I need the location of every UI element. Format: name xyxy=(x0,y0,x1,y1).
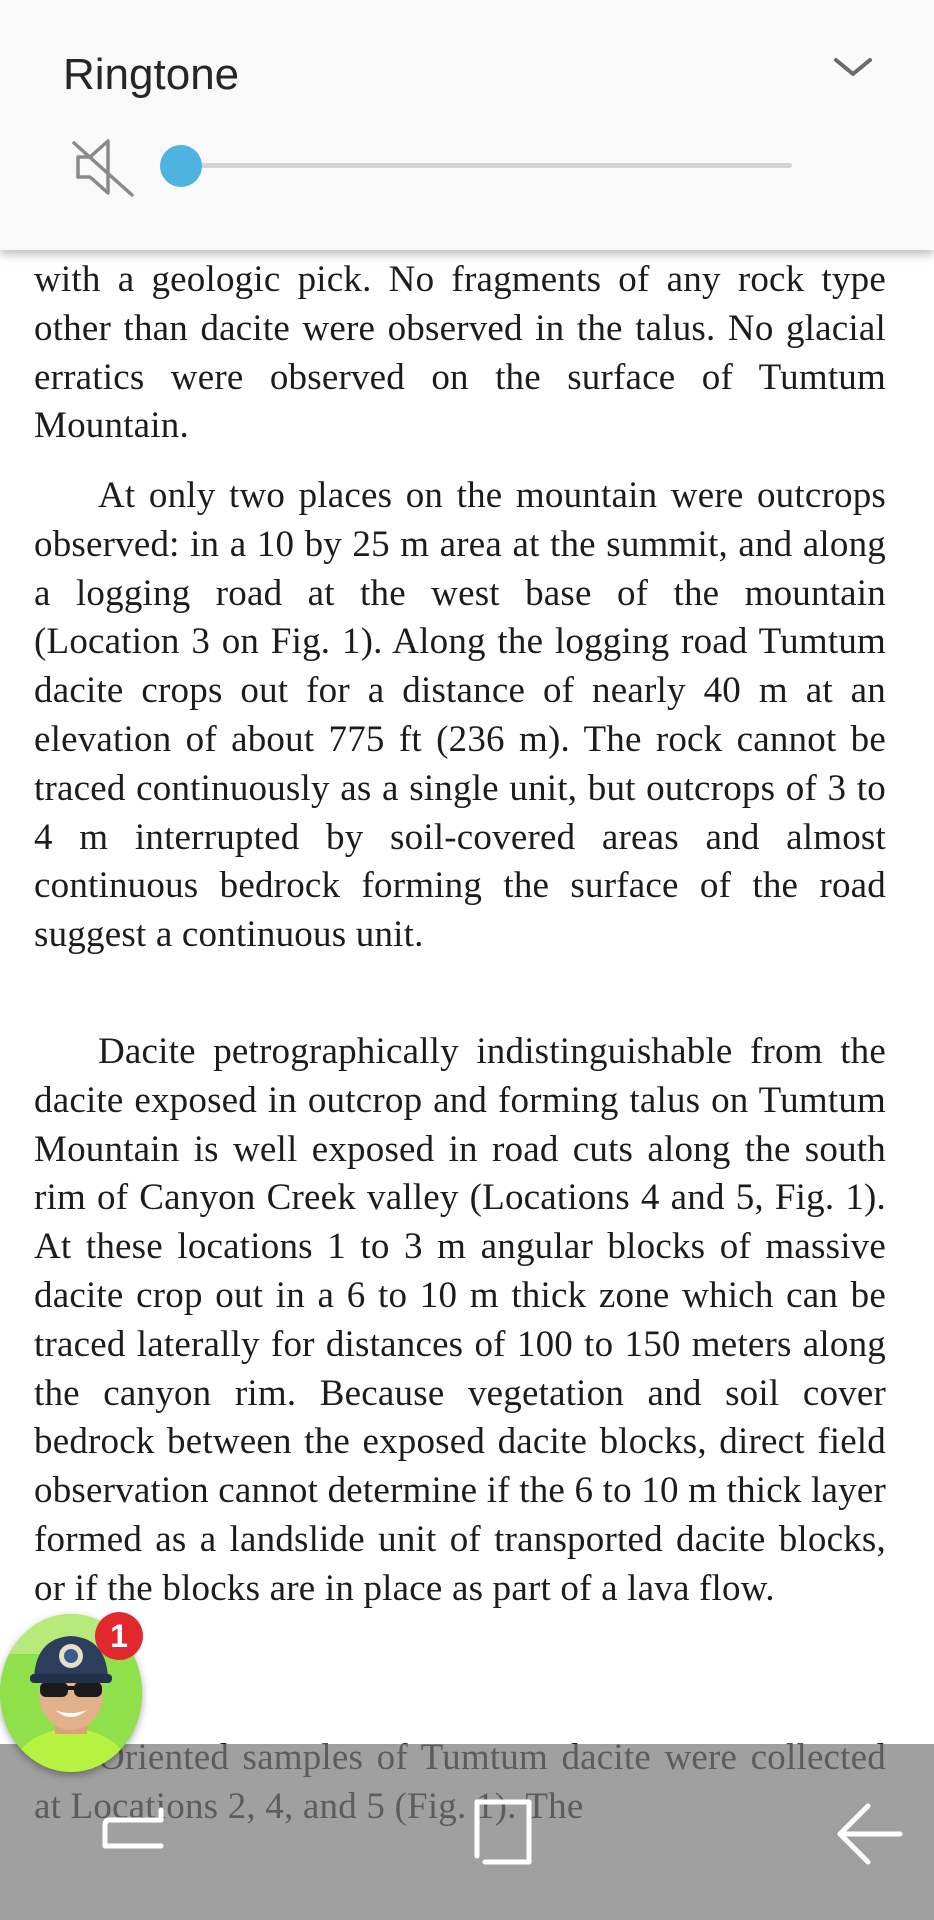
volume-stream-title: Ringtone xyxy=(63,50,240,99)
home-button[interactable] xyxy=(443,1784,563,1884)
mute-toggle-button[interactable] xyxy=(72,135,136,199)
slider-thumb[interactable] xyxy=(160,145,202,187)
speaker-muted-icon xyxy=(72,135,136,199)
slider-track xyxy=(182,163,792,168)
notification-badge: 1 xyxy=(95,1612,143,1660)
paragraph-1: with a geologic pick. No fragments of any rock type other than dacite were observed in the talus. No glacial erratics were observed on the surface of Tumtum Mountain. xyxy=(34,259,886,447)
expand-volume-button[interactable] xyxy=(818,40,888,96)
home-icon xyxy=(443,1784,563,1884)
volume-panel xyxy=(0,0,934,250)
volume-slider[interactable] xyxy=(162,145,792,187)
back-button[interactable] xyxy=(810,1784,930,1884)
recent-apps-button[interactable] xyxy=(75,1784,195,1884)
recent-apps-icon xyxy=(75,1784,195,1884)
paragraph-3: Dacite petrographically indistinguishable from the dacite exposed in outcrop and forming talus on Tumtum Mountain is well exposed in road cuts along the south rim of Canyon Creek valley (Locations 4 and 5, Fig. 1). At these locations 1 to 3 m angular blocks of massive dacite crop out in a 6 to 10 m thick zone which can be traced laterally for distances of 100 to 150 meters along the canyon rim. Because vegetation and soil cover bedrock between the exposed dacite blocks, direct field observation cannot determine if the 6 to 10 m thick layer formed as a landslide unit of transported dacite blocks, or if the blocks are in place as part of a lava flow. xyxy=(34,1031,886,1609)
chat-head[interactable] xyxy=(0,1612,145,1774)
back-icon xyxy=(810,1784,930,1884)
paragraph-2: At only two places on the mountain were outcrops observed: in a 10 by 25 m area at the summit, and along a logging road at the west base of the mountain (Location 3 on Fig. 1). Along the logging road Tumtum dacite crops out for a distance of nearly 40 m at an elevation of about 775 ft (236 m). The rock cannot be traced continuously as a single unit, but outcrops of 3 to 4 m interrupted by soil-covered areas and almost continuous bedrock forming the surface of the road suggest a continuous unit. xyxy=(34,475,886,956)
chevron-down-icon xyxy=(818,40,888,96)
